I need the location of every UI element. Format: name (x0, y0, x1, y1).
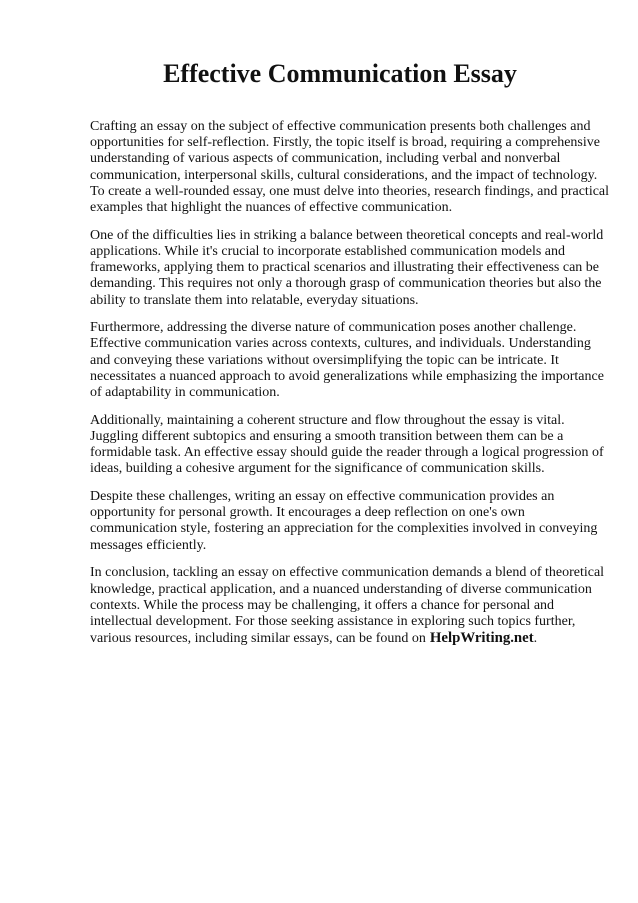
document-body (90, 119, 614, 659)
paragraph-6 (90, 565, 614, 647)
paragraph-2: One of the difficulties lies in striking a balance between theoretical concepts and real-world applications. While it's crucial to incorporate established communication models and frameworks, applying them to practical scenarios and illustrating their effectiveness can be demanding. This requires not only a thorough grasp of communication theories but also the ability to translate them into relatable, everyday situations. (90, 227, 604, 308)
paragraph-6-text: In conclusion, tackling an essay on effective communication demands a blend of theoretical knowledge, practical application, and a nuanced understanding of diverse communication contexts. While the process may be challenging, it offers a chance for personal and intellectual development. For those seeking assistance in exploring such topics further, various resources, including similar essays, can be found on (90, 565, 605, 647)
paragraph-5: Despite these challenges, writing an essay on effective communication provides an opportunity for personal growth. It encourages a deep reflection on one's own communication style, fostering an appreciation for the complexities involved in conveying messages efficiently. (90, 489, 598, 553)
helpwriting-link[interactable]: HelpWriting.net (429, 630, 534, 647)
paragraph-1: Crafting an essay on the subject of effective communication presents both challenges and opportunities for self-reflection. Firstly, the topic itself is broad, requiring a comprehensive understanding of various aspects of communication, including verbal and nonverbal communication, interpersonal skills, cultural considerations, and the impact of technology. To create a well-rounded essay, one must delve into theories, research findings, and practical examples that highlight the nuances of effective communication. (90, 119, 610, 216)
paragraph-4: Additionally, maintaining a coherent structure and flow throughout the essay is vital. Juggling different subtopics and ensuring a smooth transition between them can be a formidable task. An effective essay should guide the reader through a logical progression of ideas, building a cohesive argument for the significance of communication skills. (90, 412, 604, 477)
paragraph-3: Furthermore, addressing the diverse nature of communication poses another challenge. Effective communication varies across contexts, cultures, and individuals. Understanding and conveying these variations without oversimplifying the topic can be intricate. It necessitates a nuanced approach to avoid generalizations while emphasizing the importance of adaptability in communication. (90, 320, 604, 401)
paragraph-6-end: . (533, 631, 538, 647)
document-title: Effective Communication Essay (163, 59, 517, 88)
